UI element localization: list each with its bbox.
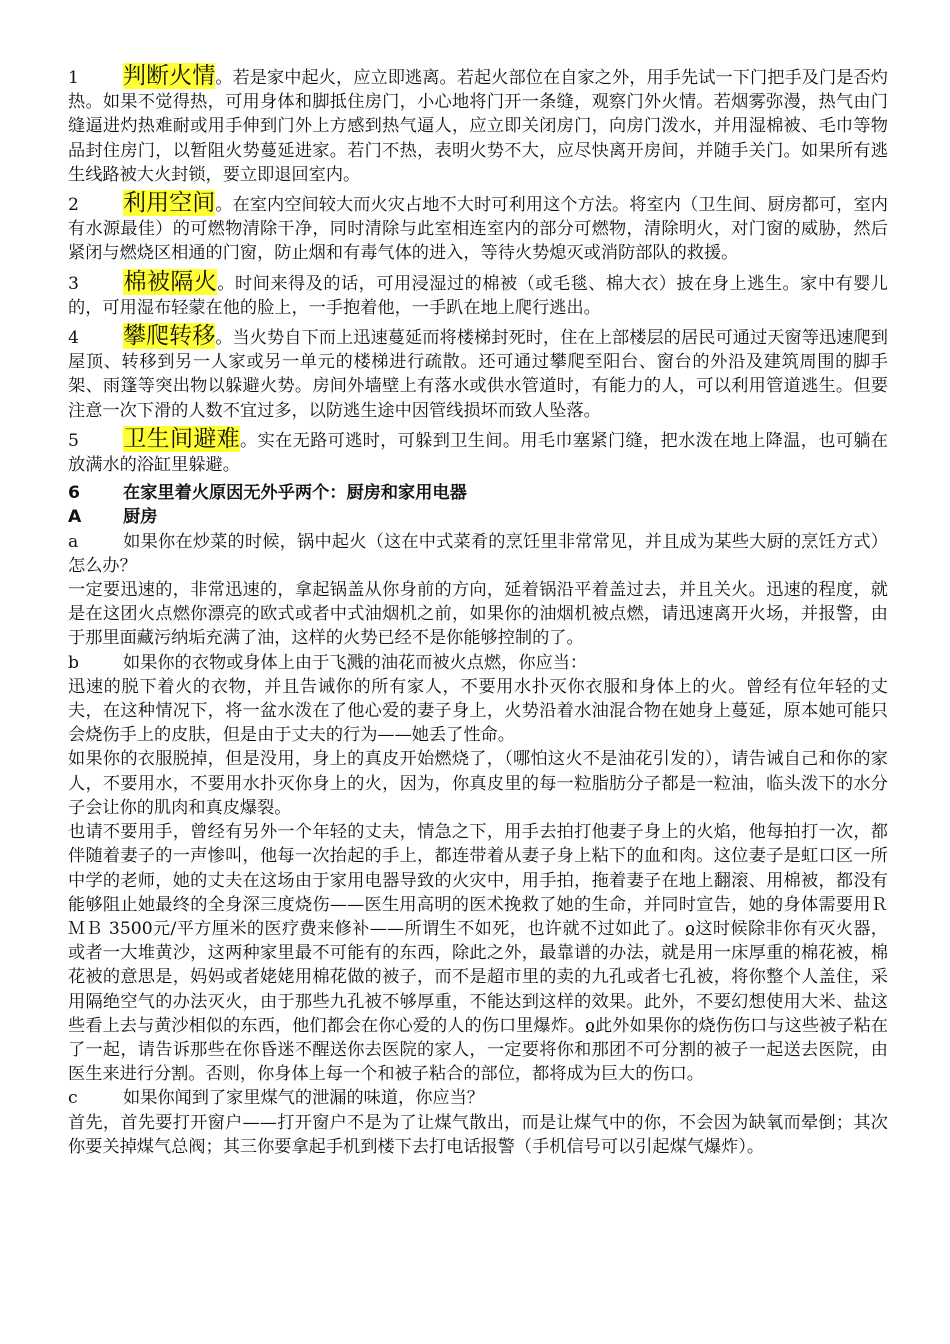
section-a-heading bbox=[68, 505, 888, 529]
item-text: 。若是家中起火，应立即逃离。若起火部位在自家之外，用手先试一下门把手及门是否灼热。如果不觉得热，可用身体和脚抵住房门，小心地将门开一条缝，观察门外火情。若烟雾弥漫，热气由门缝逼进灼热难耐或用手伸到门外上方感到热气逼人，应立即关闭房门，向房门泼水，并用湿棉被、毛巾等物品封住房门，以暂阻火势蔓延进家。若门不热，表明火势不大，应尽快离开房间，并随手关门。如果所有逃生线路被大火封锁，要立即退回室内。 bbox=[68, 68, 888, 185]
section-6-heading bbox=[68, 481, 888, 505]
question-c bbox=[68, 1086, 888, 1110]
item-title-highlight: 棉被隔火 bbox=[123, 268, 218, 295]
item-5 bbox=[68, 427, 888, 477]
question-letter: b bbox=[68, 652, 80, 673]
answer-a: 一定要迅速的，非常迅速的，拿起锅盖从你身前的方向，延着锅沿平着盖过去，并且关火。迅速的程度，就是在这团火点燃你漂亮的欧式或者中式油烟机之前，如果你的油烟机被点燃，请迅速离开火场，并报警，由于那里面藏污纳垢充满了油，这样的火势已经不是你能够控制的了。 bbox=[68, 580, 888, 649]
item-number: 1 bbox=[68, 68, 79, 88]
question-text: 如果你闻到了家里煤气的泄漏的味道，你应当？ bbox=[123, 1088, 484, 1109]
item-title-highlight: 攀爬转移 bbox=[123, 323, 216, 350]
item-2 bbox=[68, 191, 888, 266]
item-text: 。当火势自下而上迅速蔓延而将楼梯封死时，住在上部楼层的居民可通过天窗等迅速爬到屋顶、转移到另一人家或另一单元的楼梯进行疏散。还可通过攀爬至阳台、窗台的外沿及建筑周围的脚手架、雨篷等突出物以躲避火势。房间外墙壁上有落水或供水管道时，有能力的人，可以利用管道逃生。但要注意一次下滑的人数不宜过多，以防逃生途中因管线损坏而致人坠落。 bbox=[68, 328, 888, 421]
question-letter: a bbox=[68, 531, 79, 552]
question-text: 如果你的衣物或身体上由于飞溅的油花而被火点燃，你应当： bbox=[123, 652, 588, 673]
item-text: 。时间来得及的话，可用浸湿过的棉被（或毛毯、棉大衣）披在身上逃生。家中有婴儿的，可用湿布轻蒙在他的脸上，一手抱着他，一手趴在地上爬行逃出。 bbox=[68, 273, 888, 318]
item-text: 。实在无路可逃时，可躲到卫生间。用毛巾塞紧门缝，把水泼在地上降温，也可躺在放满水的浴缸里躲避。 bbox=[68, 430, 888, 476]
item-number: 2 bbox=[68, 195, 79, 216]
item-title-highlight: 利用空间 bbox=[123, 190, 216, 217]
item-number: 4 bbox=[68, 328, 79, 349]
answer-b-paragraph-2: 如果你的衣服脱掉，但是没用，身上的真皮开始燃烧了，（哪怕这火不是油花引发的），请告诫自己和你的家人，不要用水，不要用水扑灭你身上的火，因为，你真皮里的每一粒脂肪分子都是一粒油，临头泼下的水分子会让你的肌肉和真皮爆裂。 bbox=[68, 749, 888, 818]
question-letter: c bbox=[68, 1088, 78, 1109]
question-a bbox=[68, 530, 888, 578]
item-4 bbox=[68, 324, 888, 423]
section-title: 在家里着火原因无外乎两个：厨房和家用电器 bbox=[123, 483, 467, 504]
item-number: 3 bbox=[68, 273, 79, 294]
section-title: 厨房 bbox=[123, 507, 158, 528]
question-b bbox=[68, 651, 888, 675]
section-letter: A bbox=[68, 507, 82, 528]
question-text: 如果你在炒菜的时候，锅中起火（这在中式菜肴的烹饪里非常常见，并且成为某些大厨的烹饪方式）怎么办？ bbox=[68, 531, 888, 576]
item-title-highlight: 卫生间避难 bbox=[123, 425, 241, 452]
section-number: 6 bbox=[68, 483, 80, 504]
document-page bbox=[68, 64, 888, 1159]
item-text: 。在室内空间较大而火灾占地不大时可利用这个方法。将室内（卫生间、厨房都可，室内有水源最佳）的可燃物清除干净，同时清除与此室相连室内的部分可燃物，清除明火，对门窗的威胁，然后紧闭与燃烧区相通的门窗，防止烟和有毒气体的进入，等待火势熄灭或消防部队的救援。 bbox=[68, 195, 888, 264]
item-3 bbox=[68, 270, 888, 320]
answer-c: 首先，首先要打开窗户——打开窗户不是为了让煤气散出，而是让煤气中的你，不会因为缺氧而晕倒；其次你要关掉煤气总阀；其三你要拿起手机到楼下去打电话报警（手机信号可以引起煤气爆炸）。 bbox=[68, 1112, 888, 1157]
item-number: 5 bbox=[68, 430, 79, 451]
answer-b-paragraph-1: 迅速的脱下着火的衣物，并且告诫你的所有家人，不要用水扑灭你衣服和身体上的火。曾经有位年轻的丈夫，在这种情况下，将一盆水泼在了他心爱的妻子身上，火势沿着水油混合物在她身上蔓延，原本她可能只会烧伤手上的皮肤，但是由于丈夫的行为——她丢了性命。 bbox=[68, 676, 888, 746]
answer-b-paragraph-3: 也请不要用手，曾经有另外一个年轻的丈夫，情急之下，用手去拍打他妻子身上的火焰，他每拍打一次，都伴随着妻子的一声惨叫，他每一次抬起的手上，都连带着从妻子身上粘下的血和肉。这位妻子是虹口区一所中学的老师，她的丈夫在这场由于家用电器导致的火灾中，用手拍，拖着妻子在地上翻滚、用棉被，都没有能够阻止她最终的全身深三度烧伤——医生用高明的医术挽救了她的生命，并同时宣告，她的身体需要用ＲＭＢ 3500元/平方厘米的医疗费来修补——所谓生不如死，也许就不过如此了。ჲ这时候除非你有灭火器，或者一大堆黄沙，这两种家里最不可能有的东西，除此之外，最靠谱的办法，就是用一床厚重的棉花被，棉花被的意思是，妈妈或者姥姥用棉花做的被子，而不是超市里的卖的九孔或者七孔被，将你整个人盖住，采用隔绝空气的办法灭火，由于那些九孔被不够厚重，不能达到这样的效果。此外，不要幻想使用大米、盐这些看上去与黄沙相似的东西，他们都会在你心爱的人的伤口里爆炸。ჲ此外如果你的烧伤伤口与这些被子粘在了一起，请告诉那些在你昏迷不醒送你去医院的家人，一定要将你和那团不可分割的被子一起送去医院，由医生来进行分割。否则，你身体上每一个和被子粘合的部位，都将成为巨大的伤口。 bbox=[68, 822, 888, 1085]
item-1 bbox=[68, 64, 888, 187]
item-title-highlight: 判断火情 bbox=[123, 63, 216, 89]
